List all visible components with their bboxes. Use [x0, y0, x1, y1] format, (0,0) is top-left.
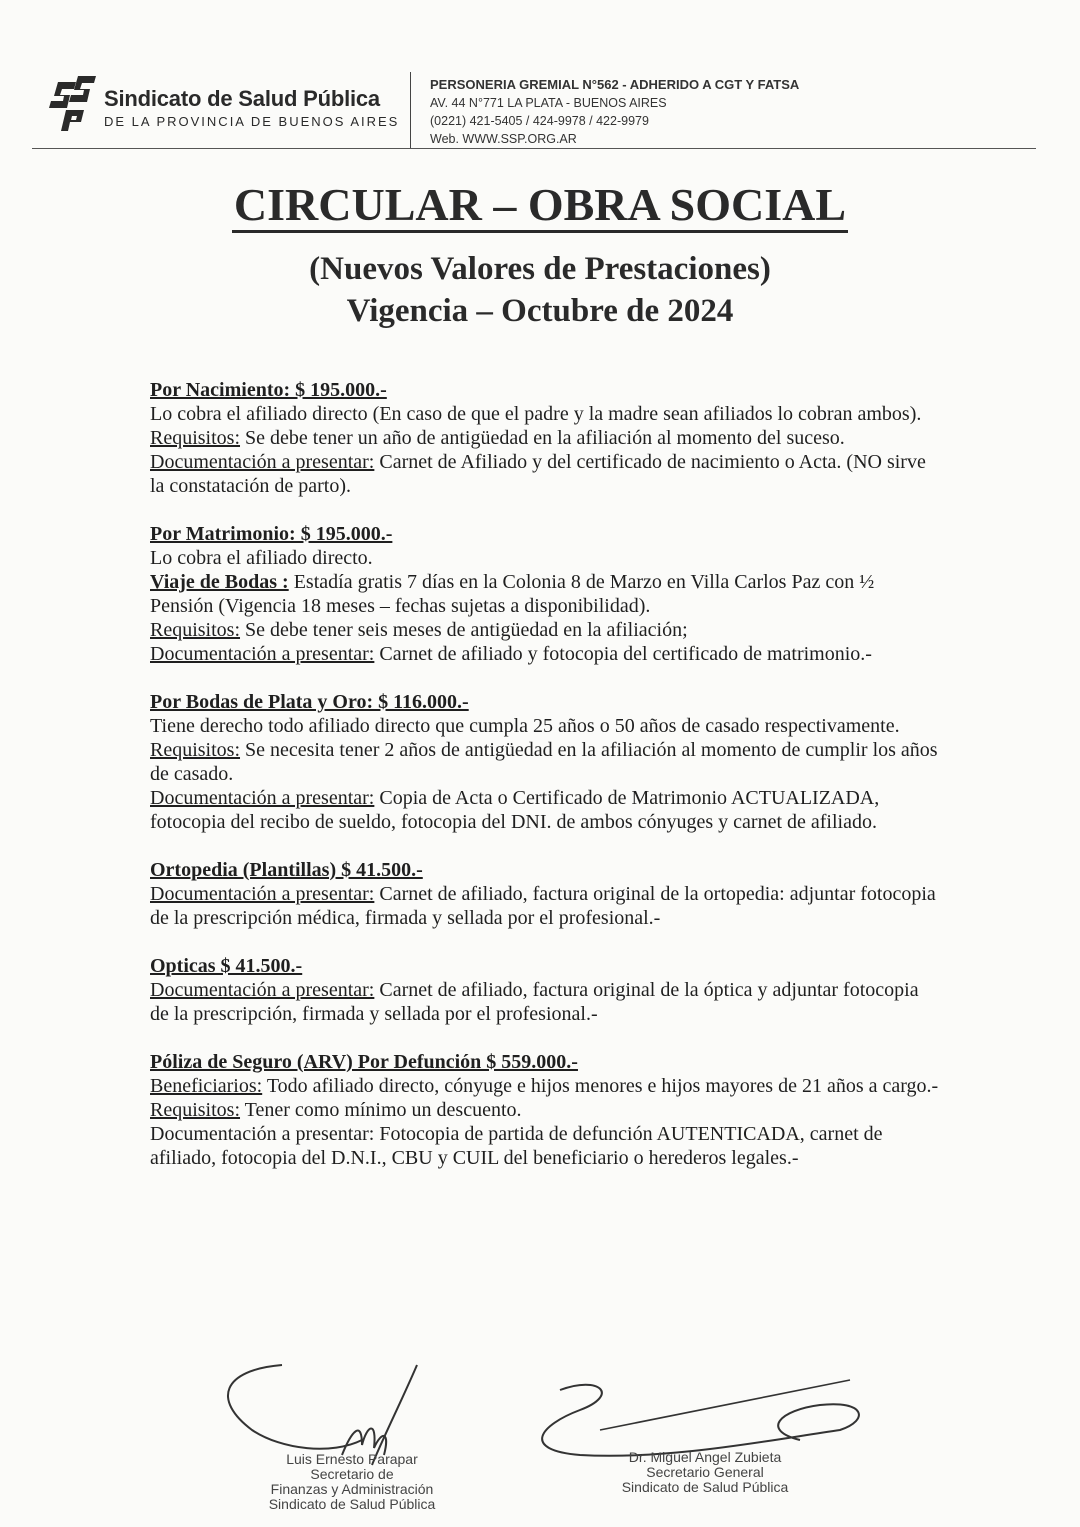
- requirements-label: Requisitos:: [150, 739, 241, 761]
- signature-block-right: [520, 1370, 880, 1510]
- subtitle-line-2: Vigencia – Octubre de 2024: [346, 293, 734, 329]
- signatory-right-title-2: Sindicato de Salud Pública: [621, 1479, 789, 1495]
- honeymoon-label: Viaje de Bodas :: [150, 571, 289, 593]
- beneficiaries-label: Beneficiarios:: [150, 1075, 263, 1097]
- documentation-line: [150, 786, 940, 834]
- signatory-right: [570, 1450, 840, 1495]
- section-heading: Ortopedia (Plantillas) $ 41.500.-: [150, 859, 423, 881]
- documentation-line: [150, 882, 940, 930]
- requirements-text: Se necesita tener 2 años de antigüedad en la afiliación al momento de cumplir los años de casado.: [150, 739, 938, 785]
- subtitle-line-1: (Nuevos Valores de Prestaciones): [309, 251, 771, 287]
- signatory-left-title-3: Sindicato de Salud Pública: [268, 1496, 436, 1512]
- section-heading: Por Matrimonio: $ 195.000.-: [150, 523, 393, 545]
- requirements-line: [150, 426, 940, 450]
- signatory-right-title-1: Secretario General: [646, 1464, 764, 1480]
- signatory-left-title-1: Secretario de: [310, 1466, 394, 1482]
- document-subtitle: [0, 248, 1080, 332]
- requirements-line: [150, 738, 940, 786]
- documentation-line: Documentación a presentar: Fotocopia de partida de defunción AUTENTICADA, carnet de afiliado, fotocopia del D.N.I., CBU y CUIL del beneficiario o herederos legales.-: [150, 1123, 883, 1169]
- requirements-label: Requisitos:: [150, 427, 241, 449]
- personeria-line: PERSONERIA GREMIAL N°562 - ADHERIDO A CGT Y FATSA: [430, 77, 800, 92]
- requirements-label: Requisitos:: [150, 1099, 241, 1121]
- requirements-text: Se debe tener seis meses de antigüedad en la afiliación;: [240, 619, 688, 641]
- section-heading: Póliza de Seguro (ARV) Por Defunción $ 559.000.-: [150, 1051, 578, 1073]
- beneficiaries-line: [150, 1074, 940, 1098]
- section-heading: Por Nacimiento: $ 195.000.-: [150, 379, 387, 401]
- documentation-text: Carnet de afiliado y fotocopia del certificado de matrimonio.-: [374, 643, 872, 665]
- documentation-text: Carnet de afiliado, factura original de la ortopedia: adjuntar fotocopia de la prescripción médica, firmada y sellada por el profesional.-: [150, 883, 936, 929]
- requirements-line: [150, 618, 940, 642]
- documentation-line: [150, 642, 940, 666]
- documentation-label: Documentación a presentar:: [150, 979, 375, 1001]
- section-bodas-plata-oro: [150, 690, 940, 834]
- letterhead-divider: [410, 72, 411, 148]
- signatory-right-name: Dr. Miguel Angel Zubieta: [628, 1449, 782, 1465]
- requirements-text: Tener como mínimo un descuento.: [240, 1099, 522, 1121]
- section-poliza-seguro: [150, 1050, 940, 1170]
- documentation-line: [150, 978, 940, 1026]
- honeymoon-line: [150, 570, 940, 618]
- documentation-text: Carnet de afiliado, factura original de la óptica y adjuntar fotocopia de la prescripción, firmada y sellada por el profesional.-: [150, 979, 919, 1025]
- requirements-label: Requisitos:: [150, 619, 241, 641]
- web-line: Web. WWW.SSP.ORG.AR: [430, 132, 577, 146]
- document-title: CIRCULAR – OBRA SOCIAL: [0, 178, 1080, 231]
- section-nacimiento: [150, 378, 940, 498]
- section-text: Lo cobra el afiliado directo.: [150, 547, 373, 569]
- handwritten-signature-right: [520, 1370, 880, 1460]
- documentation-label: Documentación a presentar:: [150, 643, 375, 665]
- documentation-text: Carnet de Afiliado y del certificado de nacimiento o Acta. (NO sirve la constatación de parto).: [150, 451, 926, 497]
- requirements-text: Se debe tener un año de antigüedad en la afiliación al momento del suceso.: [240, 427, 845, 449]
- letterhead-rule: [32, 148, 1036, 149]
- section-heading: Opticas $ 41.500.-: [150, 955, 303, 977]
- signatory-left-name: Luis Ernesto Parapar: [286, 1451, 418, 1467]
- letterhead-brand: [44, 74, 404, 138]
- signatory-left-title-2: Finanzas y Administración: [270, 1481, 434, 1497]
- documentation-label: Documentación a presentar:: [150, 883, 375, 905]
- org-subtitle: DE LA PROVINCIA DE BUENOS AIRES: [104, 114, 400, 129]
- documentation-label: Documentación a presentar:: [150, 451, 375, 473]
- org-name: Sindicato de Salud Pública: [104, 86, 380, 111]
- section-opticas: [150, 954, 940, 1026]
- signature-block-left: [212, 1360, 472, 1520]
- benefits-content: [150, 378, 940, 1194]
- section-matrimonio: [150, 522, 940, 666]
- signatory-left: [252, 1452, 452, 1512]
- section-heading: Por Bodas de Plata y Oro: $ 116.000.-: [150, 691, 469, 713]
- address-line: AV. 44 N°771 LA PLATA - BUENOS AIRES: [430, 96, 667, 110]
- documentation-label: Documentación a presentar:: [150, 787, 375, 809]
- phone-line: (0221) 421-5405 / 424-9978 / 422-9979: [430, 114, 649, 128]
- section-text: Tiene derecho todo afiliado directo que cumpla 25 años o 50 años de casado respectivamente.: [150, 715, 900, 737]
- documentation-text: Copia de Acta o Certificado de Matrimonio ACTUALIZADA, fotocopia del recibo de sueldo, fotocopia del DNI. de ambos cónyuges y carnet de afiliado.: [150, 787, 880, 833]
- section-text: Lo cobra el afiliado directo (En caso de que el padre y la madre sean afiliados lo cobran ambos).: [150, 403, 922, 425]
- beneficiaries-text: Todo afiliado directo, cónyuge e hijos menores e hijos mayores de 21 años a cargo.-: [262, 1075, 939, 1097]
- honeymoon-text: Estadía gratis 7 días en la Colonia 8 de Marzo en Villa Carlos Paz con ½ Pensión (Vigencia 18 meses – fechas sujetas a disponibilidad).: [150, 571, 875, 617]
- documentation-line: [150, 450, 940, 498]
- requirements-line: [150, 1098, 940, 1122]
- section-ortopedia: [150, 858, 940, 930]
- letterhead-info: [430, 76, 799, 148]
- ssp-logo-icon: [44, 74, 100, 132]
